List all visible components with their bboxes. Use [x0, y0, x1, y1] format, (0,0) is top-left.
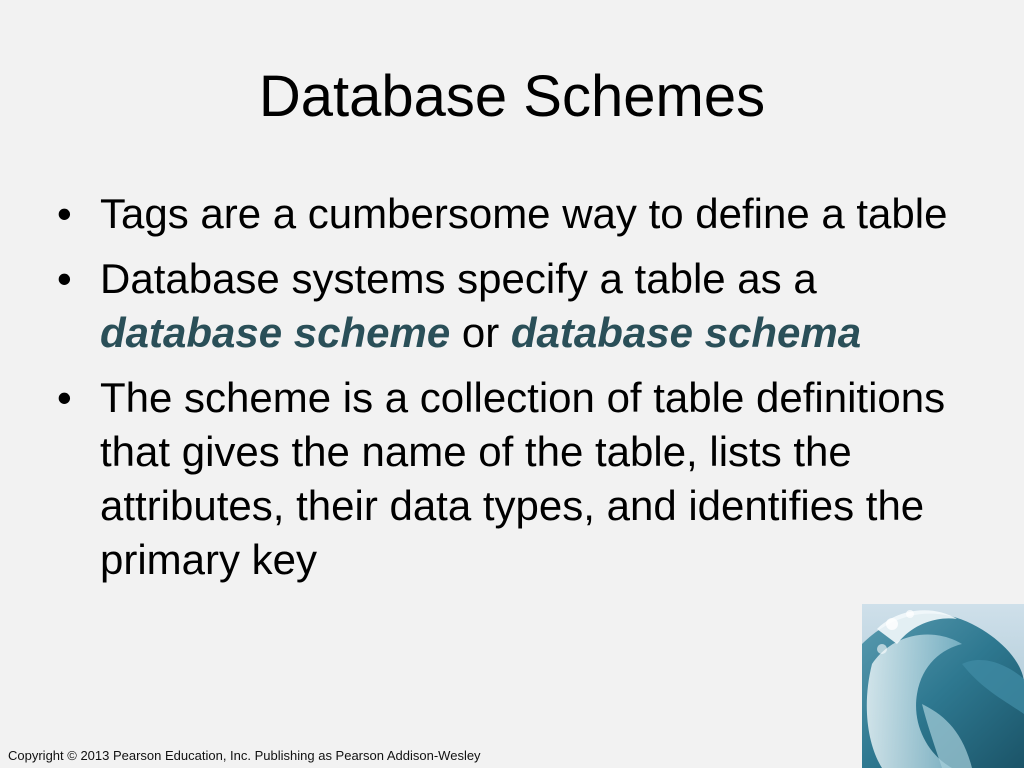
bullet-item-3: [55, 371, 955, 587]
bullet-marker: •: [57, 374, 72, 421]
bullet-item-2: [55, 252, 955, 360]
bullet-text: Tags are a cumbersome way to define a table: [100, 190, 948, 237]
ocean-wave-image: [862, 604, 1024, 768]
term-database-scheme: database scheme: [100, 309, 451, 356]
slide-title: Database Schemes: [258, 64, 766, 129]
term-database-schema: database schema: [510, 309, 862, 356]
bullet-text-connector: or: [450, 309, 511, 356]
bullet-marker: •: [57, 255, 72, 302]
copyright-footer: Copyright © 2013 Pearson Education, Inc. Publishing as Pearson Addison-Wesley: [8, 748, 481, 763]
bullet-list: [55, 187, 955, 598]
bullet-marker: •: [57, 190, 72, 237]
bullet-item-1: [55, 187, 955, 241]
bullet-text: The scheme is a collection of table definitions that gives the name of the table, lists the attributes, their data types, and identifies the primary key: [100, 374, 946, 583]
bullet-text-lead: Database systems specify a table as a: [100, 255, 817, 302]
